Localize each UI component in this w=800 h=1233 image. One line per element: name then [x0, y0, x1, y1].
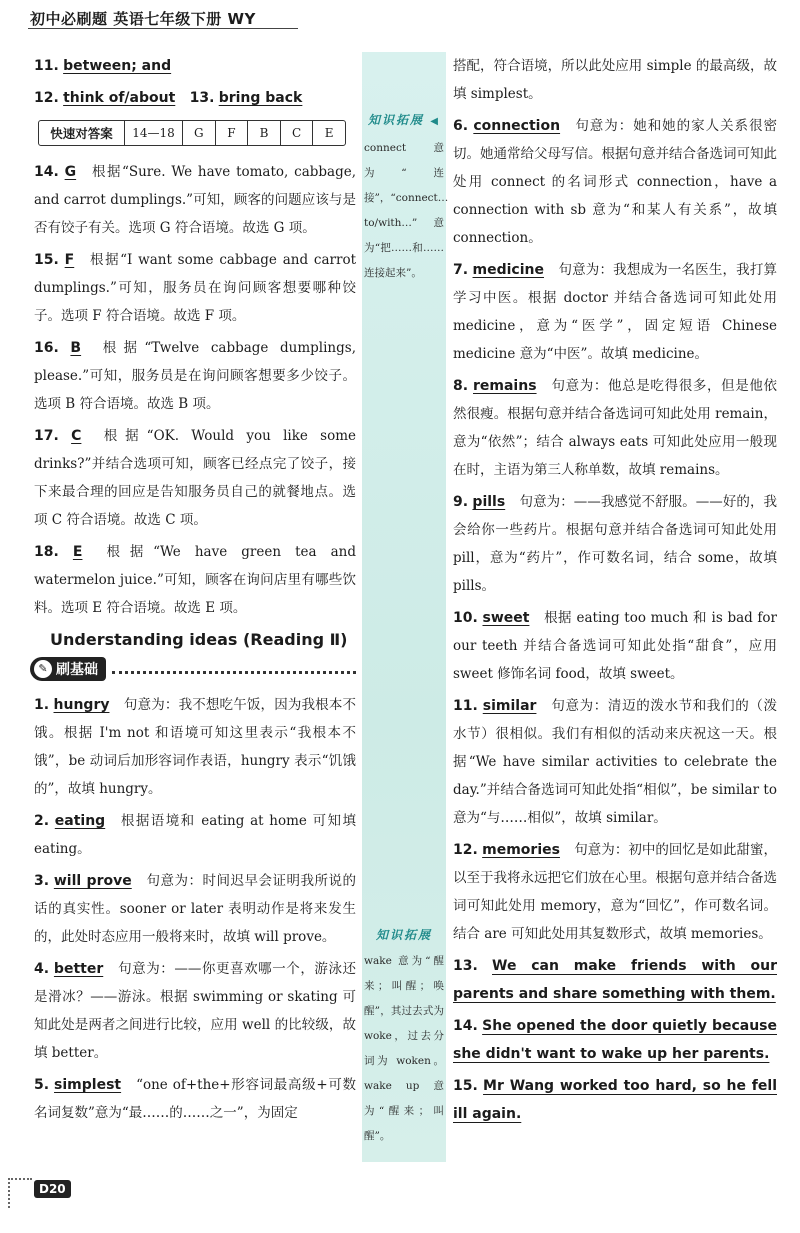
arrow-icon: ◀: [430, 116, 440, 127]
knowledge-note: [364, 925, 444, 1149]
section-badge-row: [30, 657, 356, 681]
item-number: 17.: [34, 428, 59, 444]
quick-answer-label: 快速对答案: [39, 121, 125, 145]
book-title: 初中必刷题 英语七年级下册 WY: [30, 10, 256, 28]
item-answer: similar: [482, 698, 537, 714]
item-explanation: 根据“Twelve cabbage dumplings, please.”可知，服务员是在询问顾客想要多少饺子。选项 B 符合语境。故选 B 项。: [34, 340, 356, 412]
answer-item: [34, 691, 356, 803]
page-corner-decoration: [8, 1178, 32, 1208]
answer-item: [453, 488, 777, 600]
item-answer: will prove: [53, 873, 132, 889]
item-explanation: 句意为：我不想吃午饭，因为我根本不饿。根据 I'm not 和语境可知这里表示“我根本不饿”，be 动词后加形容词作表语，hungry 表示“饥饿的”，故填 hungry。: [34, 697, 356, 797]
item-explanation: 句意为：时间迟早会证明我所说的话的真实性。sooner or later 表明动作是将来发生的，此处时态应用一般将来时，故填 will prove。: [34, 873, 357, 945]
item-answer: think of/about: [63, 90, 176, 106]
page-number: D20: [34, 1180, 71, 1198]
item-explanation: 根据语境和 eating at home 可知填 eating。: [34, 813, 356, 857]
item-explanation: 句意为：他总是吃得很多，但是他依然很瘦。根据句意并结合备选词可知此处用 remain，意为“依然”；结合 always eats 可知此处应用一般现在时，主语为第三人称单数，故填 remains。: [453, 378, 778, 478]
quick-answer-cell: F: [216, 121, 249, 145]
item-answer: E: [72, 544, 83, 560]
item-number: 6.: [453, 118, 469, 134]
left-column: [34, 52, 356, 1131]
sentence-item: [453, 952, 777, 1008]
continued-text: 搭配，符合语境，所以此处应用 simple 的最高级，故填 simplest。: [453, 58, 777, 102]
item-number: 13.: [453, 958, 478, 974]
quick-answer-table: [38, 120, 346, 146]
section-heading: Understanding ideas (Reading Ⅱ): [50, 630, 348, 649]
answer-item: [34, 158, 356, 242]
knowledge-sidebar: [362, 52, 449, 1162]
answer-item: [34, 246, 356, 330]
item-number: 3.: [34, 873, 50, 889]
item-number: 5.: [34, 1077, 50, 1093]
item-answer: between; and: [63, 58, 172, 74]
answer-item: [34, 538, 356, 622]
quick-answer-cell: E: [324, 126, 334, 140]
item-number: 16.: [34, 340, 59, 356]
quick-answer-cell: G: [183, 121, 216, 145]
item-answer: pills: [472, 494, 506, 510]
answer-item: [453, 372, 777, 484]
answer-item: [34, 955, 356, 1067]
item-number: 15.: [453, 1078, 478, 1094]
item-explanation: 根据“I want some cabbage and carrot dumplings.”可知，服务员在询问顾客想要哪种饺子。选项 F 符合语境。故选 F 项。: [34, 252, 357, 324]
sentence-answer: We can make friends with our parents and share something with them.: [453, 958, 777, 1002]
quick-answer-cell: C: [281, 121, 314, 145]
note-text: wake 意为“醒来；叫醒；唤醒”，其过去式为 woke，过去分词为 woken。wake up 意为“醒来；叫醒”。: [364, 955, 444, 1142]
right-column: [453, 52, 777, 1132]
note-title: [364, 110, 444, 132]
item-answer: G: [64, 164, 77, 180]
answer-item: [34, 422, 356, 534]
item-number: 2.: [34, 813, 50, 829]
item-number: 12.: [453, 842, 478, 858]
item-number: 1.: [34, 697, 50, 713]
pencil-icon: ✎: [34, 660, 52, 678]
section-badge: [30, 657, 106, 681]
item-number: 18.: [34, 544, 59, 560]
item-answer: medicine: [472, 262, 544, 278]
item-explanation: 句意为：我想成为一名医生，我打算学习中医。根据 doctor 并结合备选词可知此处用 medicine，意为“医学”，固定短语 Chinese medicine 意为“中医”。故填 medicine。: [453, 262, 778, 362]
item-number: 14.: [453, 1018, 478, 1034]
item-number: 11.: [34, 58, 59, 74]
item-explanation: 句意为：清迈的泼水节和我们的（泼水节）很相似。我们有相似的活动来庆祝这一天。根据“We have similar activities to celebrate the day.”并结合备选词可知此处指“相似”，be similar to 意为“与……相似”，故填 similar。: [453, 698, 777, 826]
item-explanation: 根据 eating too much 和 is bad for our teeth 并结合备选词可知此处指“甜食”，应用 sweet 修饰名词 food，故填 sweet。: [453, 610, 778, 682]
dotted-divider: [112, 664, 356, 674]
note-text: connect 意为“连接”，“connect…to/with…”意为“把……和……连接起来”。: [364, 142, 449, 279]
item-explanation: 根据“Sure. We have tomato, cabbage, and carrot dumplings.”可知，顾客的问题应该与是否有饺子有关。选项 G 符合语境。故选 G 项。: [34, 164, 356, 236]
item-answer: memories: [482, 842, 560, 858]
answer-item: [34, 52, 356, 80]
answer-item: [34, 334, 356, 418]
item-number: 12.: [34, 90, 59, 106]
item-number: 11.: [453, 698, 478, 714]
answer-item: [34, 84, 356, 112]
item-answer: sweet: [482, 610, 530, 626]
item-explanation: “one of+the+形容词最高级+可数名词复数”意为“最……的……之一”，为固定: [34, 1077, 356, 1121]
item-answer: B: [70, 340, 82, 356]
item-number: 7.: [453, 262, 469, 278]
answer-item: [453, 112, 777, 252]
answer-item: [34, 807, 356, 863]
sentence-item: [453, 1072, 777, 1128]
item-explanation: 句意为：——我感觉不舒服。——好的，我会给你一些药片。根据句意并结合备选词可知此处用 pill，意为“药片”，作可数名词，结合 some，故填 pills。: [453, 494, 778, 594]
item-explanation: 句意为：初中的回忆是如此甜蜜，以至于我将永远把它们放在心里。根据句意并结合备选词可知此处用 memory，意为“回忆”，作可数名词。结合 are 可知此处用其复数形式，故填 memories。: [453, 842, 777, 942]
note-title-text: 知识拓展: [368, 113, 425, 127]
note-title: 知识拓展: [375, 928, 432, 942]
sentence-answer: She opened the door quietly because she didn't want to wake up her parents.: [453, 1018, 777, 1062]
item-number: 4.: [34, 961, 50, 977]
item-answer: connection: [473, 118, 561, 134]
item-explanation: 根据“OK. Would you like some drinks?”并结合选项可知，顾客已经点完了饺子，接下来最合理的回应是告知服务员自己的就餐地点。选项 C 符合语境。故选 C 项。: [34, 428, 357, 528]
item-explanation: 根据“We have green tea and watermelon juice.”可知，顾客在询问店里有哪些饮料。选项 E 符合语境。故选 E 项。: [34, 544, 357, 616]
answer-item: [34, 867, 356, 951]
item-answer: C: [71, 428, 82, 444]
item-answer: better: [53, 961, 104, 977]
item-number: 14.: [34, 164, 59, 180]
knowledge-note: [364, 110, 449, 286]
page-header: [20, 2, 780, 32]
item-answer: F: [64, 252, 75, 268]
answer-item: [34, 1071, 356, 1127]
header-divider: [28, 28, 298, 29]
answer-item: [453, 836, 777, 948]
item-answer: simplest: [54, 1077, 122, 1093]
item-answer: hungry: [53, 697, 110, 713]
item-number: 13.: [189, 90, 215, 106]
item-number: 10.: [453, 610, 478, 626]
sentence-item: [453, 1012, 777, 1068]
item-number: 9.: [453, 494, 469, 510]
item-number: 8.: [453, 378, 469, 394]
quick-answer-range: 14—18: [125, 121, 183, 145]
item-number: 15.: [34, 252, 59, 268]
answer-item: [453, 256, 777, 368]
item-answer: eating: [54, 813, 106, 829]
item-explanation: 句意为：她和她的家人关系很密切。她通常给父母写信。根据句意并结合备选词可知此处用 connect 的名词形式 connection，have a connection with sb 意为“和某人有关系”，故填 connection。: [453, 118, 777, 246]
answer-item: [453, 604, 777, 688]
item-explanation: 句意为：——你更喜欢哪一个，游泳还是滑冰？——游泳。根据 swimming or skating 可知此处是两者之间进行比较，应用 well 的比较级，故填 better。: [34, 961, 357, 1061]
quick-answer-cell: B: [248, 121, 281, 145]
badge-label: 刷基础: [56, 662, 98, 678]
item-answer: bring back: [218, 90, 303, 106]
answer-item: [453, 692, 777, 832]
sentence-answer: Mr Wang worked too hard, so he fell ill again.: [453, 1078, 777, 1122]
item-answer: remains: [473, 378, 537, 394]
